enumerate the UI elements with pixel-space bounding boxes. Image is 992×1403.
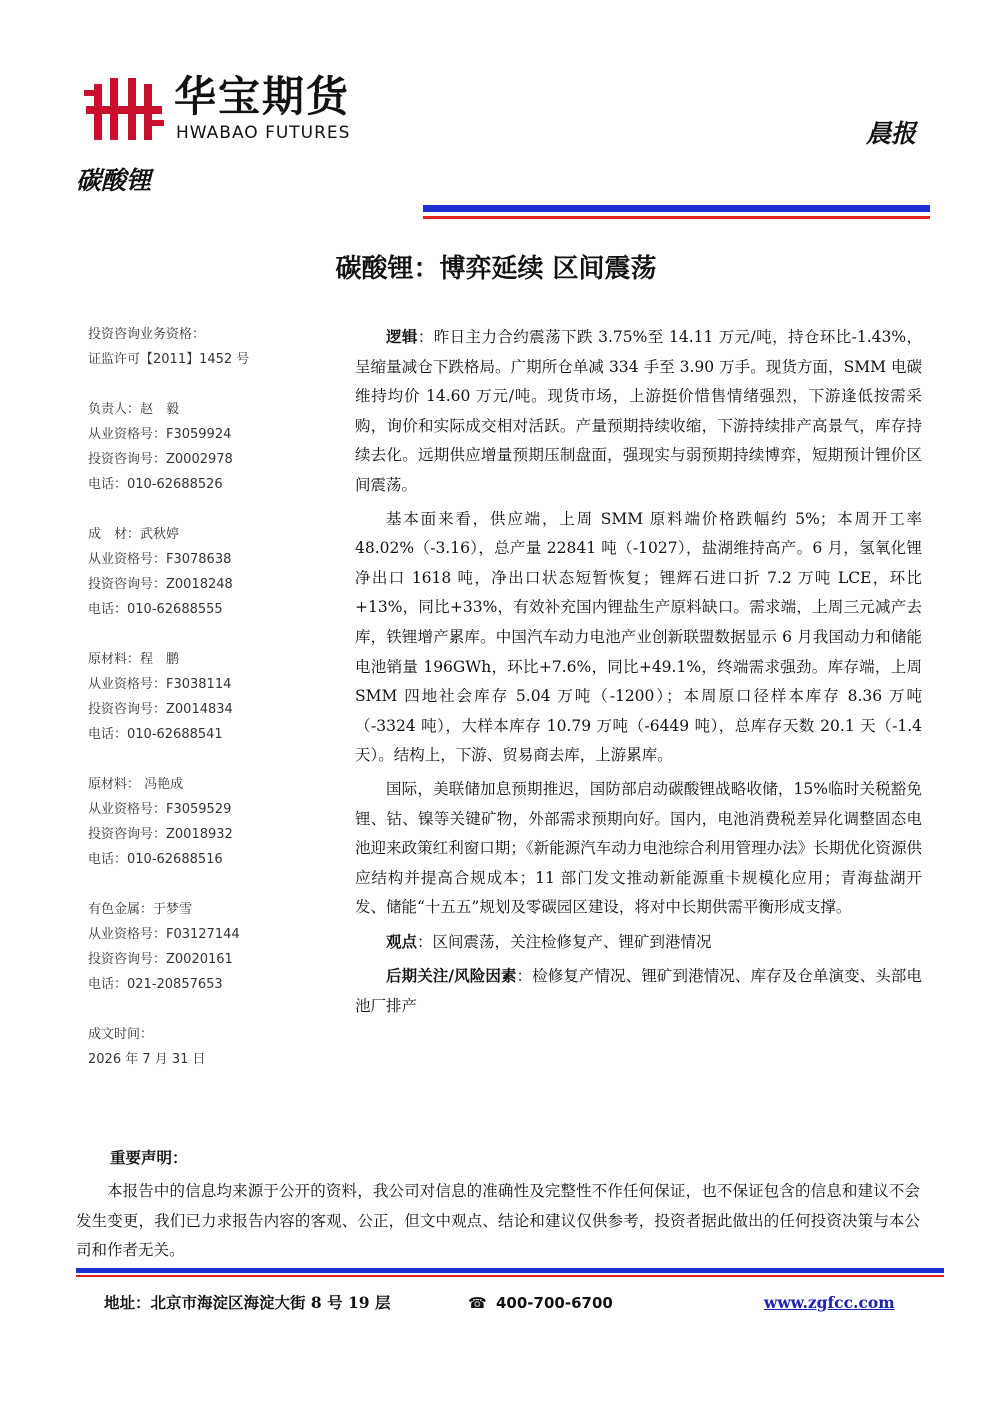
header-rule-red [423,216,930,219]
analyst-consult-number: 投资咨询号：Z0018248 [88,577,233,592]
company-name-cn: 华宝期货 [174,72,351,121]
header-rule-blue [423,205,930,212]
analyst-role: 成 材：武秋婷 [88,527,180,542]
commodity-label: 碳酸锂 [76,166,152,195]
risk-text: ：检修复产情况、锂矿到港情况、库存及仓单演变、头部电池厂排产 [355,967,922,1016]
view-text: ：区间震荡，关注检修复产、锂矿到港情况 [417,932,712,951]
risk-label: 后期关注/风险因素 [386,966,517,986]
footer-phone: 400-700-6700 [496,1294,613,1312]
analyst-consult-number: 投资咨询号：Z0002978 [88,452,233,467]
analyst-qualification: 从业资格号：F3078638 [88,552,232,567]
analyst-phone: 电话：021-20857653 [88,977,223,992]
fundamentals-paragraph: 基本面来看，供应端，上周 SMM 原料端价格跌幅约 5%；本周开工率 48.02%（-3.16），总产量 22841 吨（-1027），盐湖维持高产。6 月，氢氧化锂净出口 1618 吨，净出口状态短暂恢复；锂辉石进口折 7.2 万吨 LCE，环比+13%，同比+33%，有效补充国内锂盐生产原料缺口。需求端，上周三元减产去库，铁锂增产累库。中国汽车动力电池产业创新联盟数据显示 6 月我国动力和储能电池销量 196GWh，环比+7.6%，同比+49.1%，终端需求强劲。库存端，上周 SMM 四地社会库存 5.04 万吨（-1200）；本周原口径样本库存 8.36 万吨（-3324 吨），大样本库存 10.79 万吨（-6449 吨），总库存天数 20.1 天（-1.4 天）。结构上，下游、贸易商去库，上游累库。 [355,509,922,765]
date-label: 成文时间： [88,1027,154,1042]
analyst-sidebar [88,322,328,1072]
analyst-qualification: 从业资格号：F3059529 [88,802,232,817]
analyst-phone: 电话：010-62688555 [88,602,223,617]
logic-label: 逻辑 [386,327,418,346]
date-value: 2026 年 7 月 31 日 [88,1052,206,1067]
analyst-role: 有色金属：于梦雪 [88,902,193,917]
analyst-role: 负责人：赵 毅 [88,402,180,417]
disclaimer-title: 重要声明： [110,1148,188,1167]
footer-rule-blue [76,1268,944,1273]
analyst-block [88,772,328,872]
macro-paragraph: 国际，美联储加息预期推迟，国防部启动碳酸锂战略收储，15%临时关税豁免锂、钴、镍等关键矿物，外部需求预期向好。国内，电池消费税差异化调整固态电池迎来政策红利窗口期；《新能源汽车动力电池综合利用管理办法》长期优化资源供应结构并提高合规成本；11 部门发文推动新能源重卡规模化应用；青海盐湖开发、储能“十五五”规划及零碳园区建设，将对中长期供需平衡形成支撑。 [355,779,922,917]
view-paragraph [355,927,922,958]
phone-icon: ☎ [468,1294,487,1312]
company-logo-icon [84,76,164,142]
analyst-phone: 电话：010-62688541 [88,727,223,742]
view-label: 观点 [386,931,418,951]
page-title: 碳酸锂：博弈延续 区间震荡 [335,254,657,284]
report-body [355,322,922,1026]
analyst-consult-number: 投资咨询号：Z0018932 [88,827,233,842]
analyst-qualification: 从业资格号：F3038114 [88,677,232,692]
analyst-block [88,897,328,997]
analyst-phone: 电话：010-62688526 [88,477,223,492]
analyst-role: 原材料：程 鹏 [88,652,180,667]
license-value: 证监许可【2011】1452 号 [88,352,250,367]
analyst-phone: 电话：010-62688516 [88,852,223,867]
analyst-block [88,522,328,622]
analyst-consult-number: 投资咨询号：Z0020161 [88,952,233,967]
analyst-block [88,647,328,747]
company-name-en: HWABAO FUTURES [176,123,351,143]
analyst-role: 原材料： 冯艳成 [88,777,184,792]
logic-text: ：昨日主力合约震荡下跌 3.75%至 14.11 万元/吨，持仓环比-1.43%，呈缩量减仓下跌格局。广期所仓单减 334 手至 3.90 万手。现货方面，SMM 电碳维持均价 14.60 万元/吨。现货市场，上游挺价惜售情绪强烈，下游逢低按需采购，询价和实际成交相对活跃。产量预期持续收缩，下游持续排产高景气，库存持续去化。远期供应增量预期压制盘面，强现实与弱预期持续博弈，短期预计锂价区间震荡。 [355,328,922,494]
analyst-block [88,397,328,497]
footer-rule-red [76,1275,944,1277]
footer-website-link[interactable]: www.zgfcc.com [764,1293,895,1312]
analyst-consult-number: 投资咨询号：Z0014834 [88,702,233,717]
report-type: 晨报 [865,119,916,148]
analyst-qualification: 从业资格号：F03127144 [88,927,240,942]
analyst-qualification: 从业资格号：F3059924 [88,427,232,442]
risk-paragraph [355,961,922,1021]
license-label: 投资咨询业务资格： [88,327,206,342]
disclaimer-text: 本报告中的信息均来源于公开的资料，我公司对信息的准确性及完整性不作任何保证，也不保证包含的信息和建议不会发生变更，我们已力求报告内容的客观、公正，但文中观点、结论和建议仅供参考，投资者据此做出的任何投资决策与本公司和作者无关。 [76,1182,920,1259]
logic-paragraph [355,322,922,501]
footer-address: 地址：北京市海淀区海淀大街 8 号 19 层 [104,1293,391,1312]
